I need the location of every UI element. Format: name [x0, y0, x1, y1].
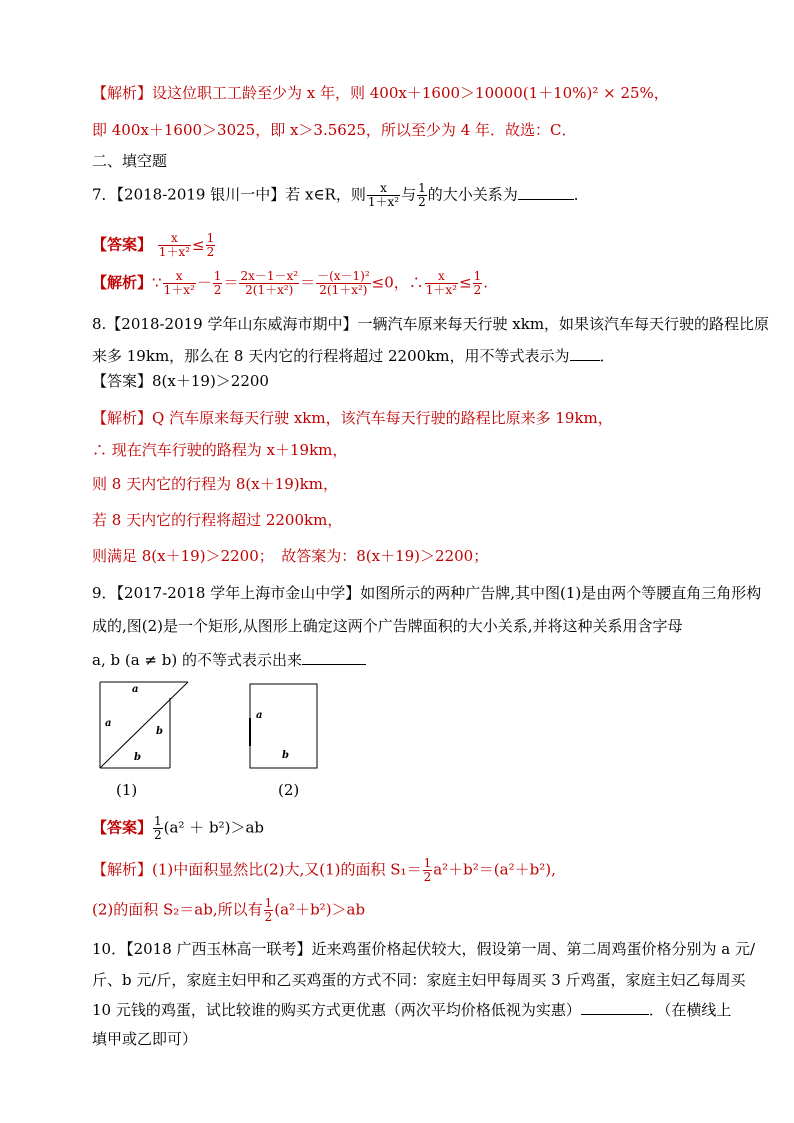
- q8-answer: 【答案】8(x＋19)＞2200: [92, 372, 269, 390]
- q8-line1: 8.【2018-2019 学年山东威海市期中】一辆汽车原来每天行驶 xkm，如果该汽车每天行驶的路程比原: [92, 315, 770, 333]
- fig1-label-a-top: a: [132, 684, 139, 695]
- q9-exp-line2: (2)的面积 S₂＝ab,所以有 $\frac{1}{2}$ (a²＋b²)＞ab: [92, 896, 366, 924]
- figure-1: [100, 682, 188, 768]
- answer-tag: 【答案】: [92, 235, 153, 254]
- section-heading: 二、填空题: [92, 152, 168, 170]
- q9-exp-line1: 【解析】(1)中面积显然比(2)大,又(1)的面积 S₁＝ $\frac{1}{2}$ a²＋b²＝(a²＋b²),: [92, 856, 556, 884]
- q7-suffix: 的大小关系为: [427, 185, 518, 204]
- q8-exp-line4: 若 8 天内它的行程将超过 2200km，: [92, 511, 343, 529]
- fig2-label-a: a: [256, 710, 263, 721]
- q7-answer-blank: [518, 185, 574, 200]
- explanation-tag: 【解析】: [92, 273, 153, 292]
- q7-mid: 与: [401, 185, 417, 204]
- q7-question: [92, 182, 589, 209]
- fig1-label-a-left: a: [105, 718, 112, 729]
- q7-fraction-b: $\frac{1}{2}$: [418, 181, 426, 209]
- q8-exp-line3: 则 8 天内它的行程为 8(x＋19)km，: [92, 475, 338, 493]
- q10-line2: 斤、b 元/斤，家庭主妇甲和乙买鸡蛋的方式不同：家庭主妇甲每周买 3 斤鸡蛋，家庭主妇乙每周买: [92, 971, 746, 989]
- fig2-label-b: b: [282, 750, 289, 761]
- q7-fraction-a: $\frac{x}{\text{1＋x²}}$: [367, 181, 400, 209]
- fig1-label-b-bottom: b: [134, 752, 141, 763]
- q8-line2: 来多 19km，那么在 8 天内它的行程将超过 2200km，用不等式表示为 ．: [92, 347, 615, 365]
- q8-exp-line1: 【解析】Q 汽车原来每天行驶 xkm，该汽车每天行驶的路程比原来多 19km，: [92, 409, 613, 427]
- figure-2: [250, 684, 317, 768]
- q7-answer: [92, 232, 216, 259]
- q9-line3: a, b (a ≠ b) 的不等式表示出来: [92, 650, 366, 670]
- fig1-caption: (1): [116, 781, 138, 799]
- fig2-caption: (2): [278, 781, 300, 799]
- q10-line1: 10．【2018 广西玉林高一联考】近来鸡蛋价格起伏较大，假设第一周、第二周鸡蛋价格分别为 a 元/: [92, 940, 756, 958]
- q7-prefix: 7．【2018-2019 银川一中】若 x∈R，则: [92, 185, 366, 204]
- q10-line3: 10 元钱的鸡蛋，试比较谁的购买方式更优惠（两次平均价格低视为实惠） ．（在横线上: [92, 1001, 732, 1019]
- q8-exp-line2: ∴ 现在汽车行驶的路程为 x＋19km，: [92, 441, 348, 459]
- q10-line4: 填甲或乙即可）: [92, 1030, 198, 1048]
- q8-answer-blank: [570, 346, 600, 361]
- q10-answer-blank: [581, 1000, 649, 1015]
- q9-answer-blank: [302, 650, 366, 665]
- q8-exp-line5: 则满足 8(x＋19)＞2200； 故答案为：8(x＋19)＞2200；: [92, 547, 489, 565]
- q9-line1: 9．【2017-2018 学年上海市金山中学】如图所示的两种广告牌,其中图(1)是由两个等腰直角三角形构: [92, 584, 762, 602]
- q9-line2: 成的,图(2)是一个矩形,从图形上确定这两个广告牌面积的大小关系,并将这种关系用含字母: [92, 617, 683, 635]
- q6-explanation-line2: 即 400x＋1600＞3025，即 x＞3.5625，所以至少为 4 年．故选：C．: [92, 121, 577, 139]
- q7-end: ．: [573, 185, 589, 204]
- q6-explanation-line1: 【解析】设这位职工工龄至少为 x 年，则 400x＋1600＞10000(1＋10%)² × 25%，: [92, 84, 669, 102]
- q9-answer: 【答案】 $\frac{1}{2}$ (a² ＋ b²)＞ab: [92, 814, 265, 842]
- q7-answer-expr: $\frac{x}{\text{1＋x²}}$ ≤ $\frac{1}{2}$: [158, 231, 215, 259]
- q9-figures: [96, 678, 336, 774]
- fig1-label-b-right: b: [156, 726, 163, 737]
- q7-explanation: 【解析】∵ $\frac{x}{\text{1＋x²}}$ － $\frac{1}{2}$ ＝ $\frac{\text{2x－1－x²}}{\text{2(1＋x²)}}$ ＝ $\frac{\text{－(x－1)²}}{\text{2(1＋x²)}}$ ≤0，∴ $\frac{x}{\text{1＋x²}}$ ≤ $\frac{1}{2}$ .: [92, 269, 489, 297]
